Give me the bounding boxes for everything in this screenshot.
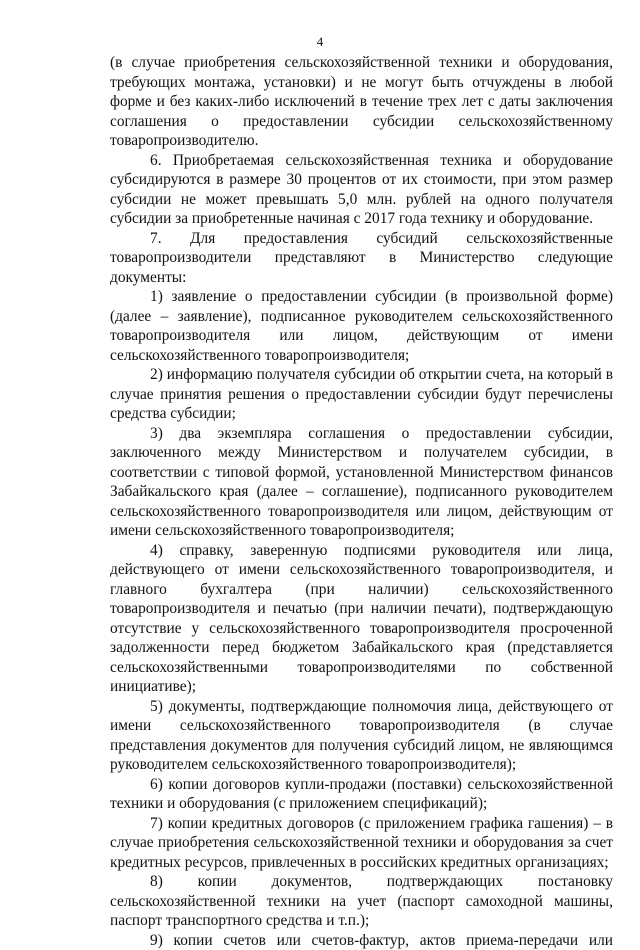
list-item-1: 1) заявление о предоставлении субсидии (в произвольной форме) (далее – заявление), подписанное руководителем сельскохозяйственного товаропроизводителя или лицом, действующим от имени сельскохозяйственного товаропроизводителя; [110,287,613,365]
document-body [110,53,613,950]
paragraph-item-7: 7. Для предоставления субсидий сельскохозяйственные товаропроизводители представляют в Министерство следующие документы: [110,229,613,288]
page-number: 4 [0,34,640,50]
list-item-4: 4) справку, заверенную подписями руководителя или лица, действующего от имени сельскохозяйственного товаропроизводителя, и главного бухгалтера (при наличии) сельскохозяйственного товаропроизводителя и печатью (при наличии печати), подтверждающую отсутствие у сельскохозяйственного товаропроизводителя просроченной задолженности перед бюджетом Забайкальского края (представляется сельскохозяйственными товаропроизводителями по собственной инициативе); [110,541,613,697]
list-item-9: 9) копии счетов или счетов-фактур, актов приема-передачи или [110,931,613,950]
list-item-8: 8) копии документов, подтверждающих постановку сельскохозяйственной техники на учет (паспорт самоходной машины, паспорт транспортного средства и т.п.); [110,872,613,931]
list-item-2: 2) информацию получателя субсидии об открытии счета, на который в случае принятия решения о предоставлении субсидии будут перечислены средства субсидии; [110,365,613,424]
paragraph-continuation: (в случае приобретения сельскохозяйственной техники и оборудования, требующих монтажа, установки) и не могут быть отчуждены в любой форме и без каких-либо исключений в течение трех лет с даты заключения соглашения о предоставлении субсидии сельскохозяйственному товаропроизводителю. [110,53,613,151]
list-item-7: 7) копии кредитных договоров (с приложением графика гашения) – в случае приобретения сельскохозяйственной техники и оборудования за счет кредитных ресурсов, привлеченных в российских кредитных организациях; [110,814,613,873]
list-item-3: 3) два экземпляра соглашения о предоставлении субсидии, заключенного между Министерством и получателем субсидии, в соответствии с типовой формой, установленной Министерством финансов Забайкальского края (далее – соглашение), подписанного руководителем сельскохозяйственного товаропроизводителя или лицом, действующим от имени сельскохозяйственного товаропроизводителя; [110,424,613,541]
paragraph-item-6: 6. Приобретаемая сельскохозяйственная техника и оборудование субсидируются в размере 30 процентов от их стоимости, при этом размер субсидии не может превышать 5,0 млн. рублей на одного получателя субсидии за приобретенные начиная с 2017 года технику и оборудование. [110,151,613,229]
list-item-5: 5) документы, подтверждающие полномочия лица, действующего от имени сельскохозяйственного товаропроизводителя (в случае представления документов для получения субсидий лицом, не являющимся руководителем сельскохозяйственного товаропроизводителя); [110,697,613,775]
list-item-6: 6) копии договоров купли-продажи (поставки) сельскохозяйственной техники и оборудования (с приложением спецификаций); [110,775,613,814]
